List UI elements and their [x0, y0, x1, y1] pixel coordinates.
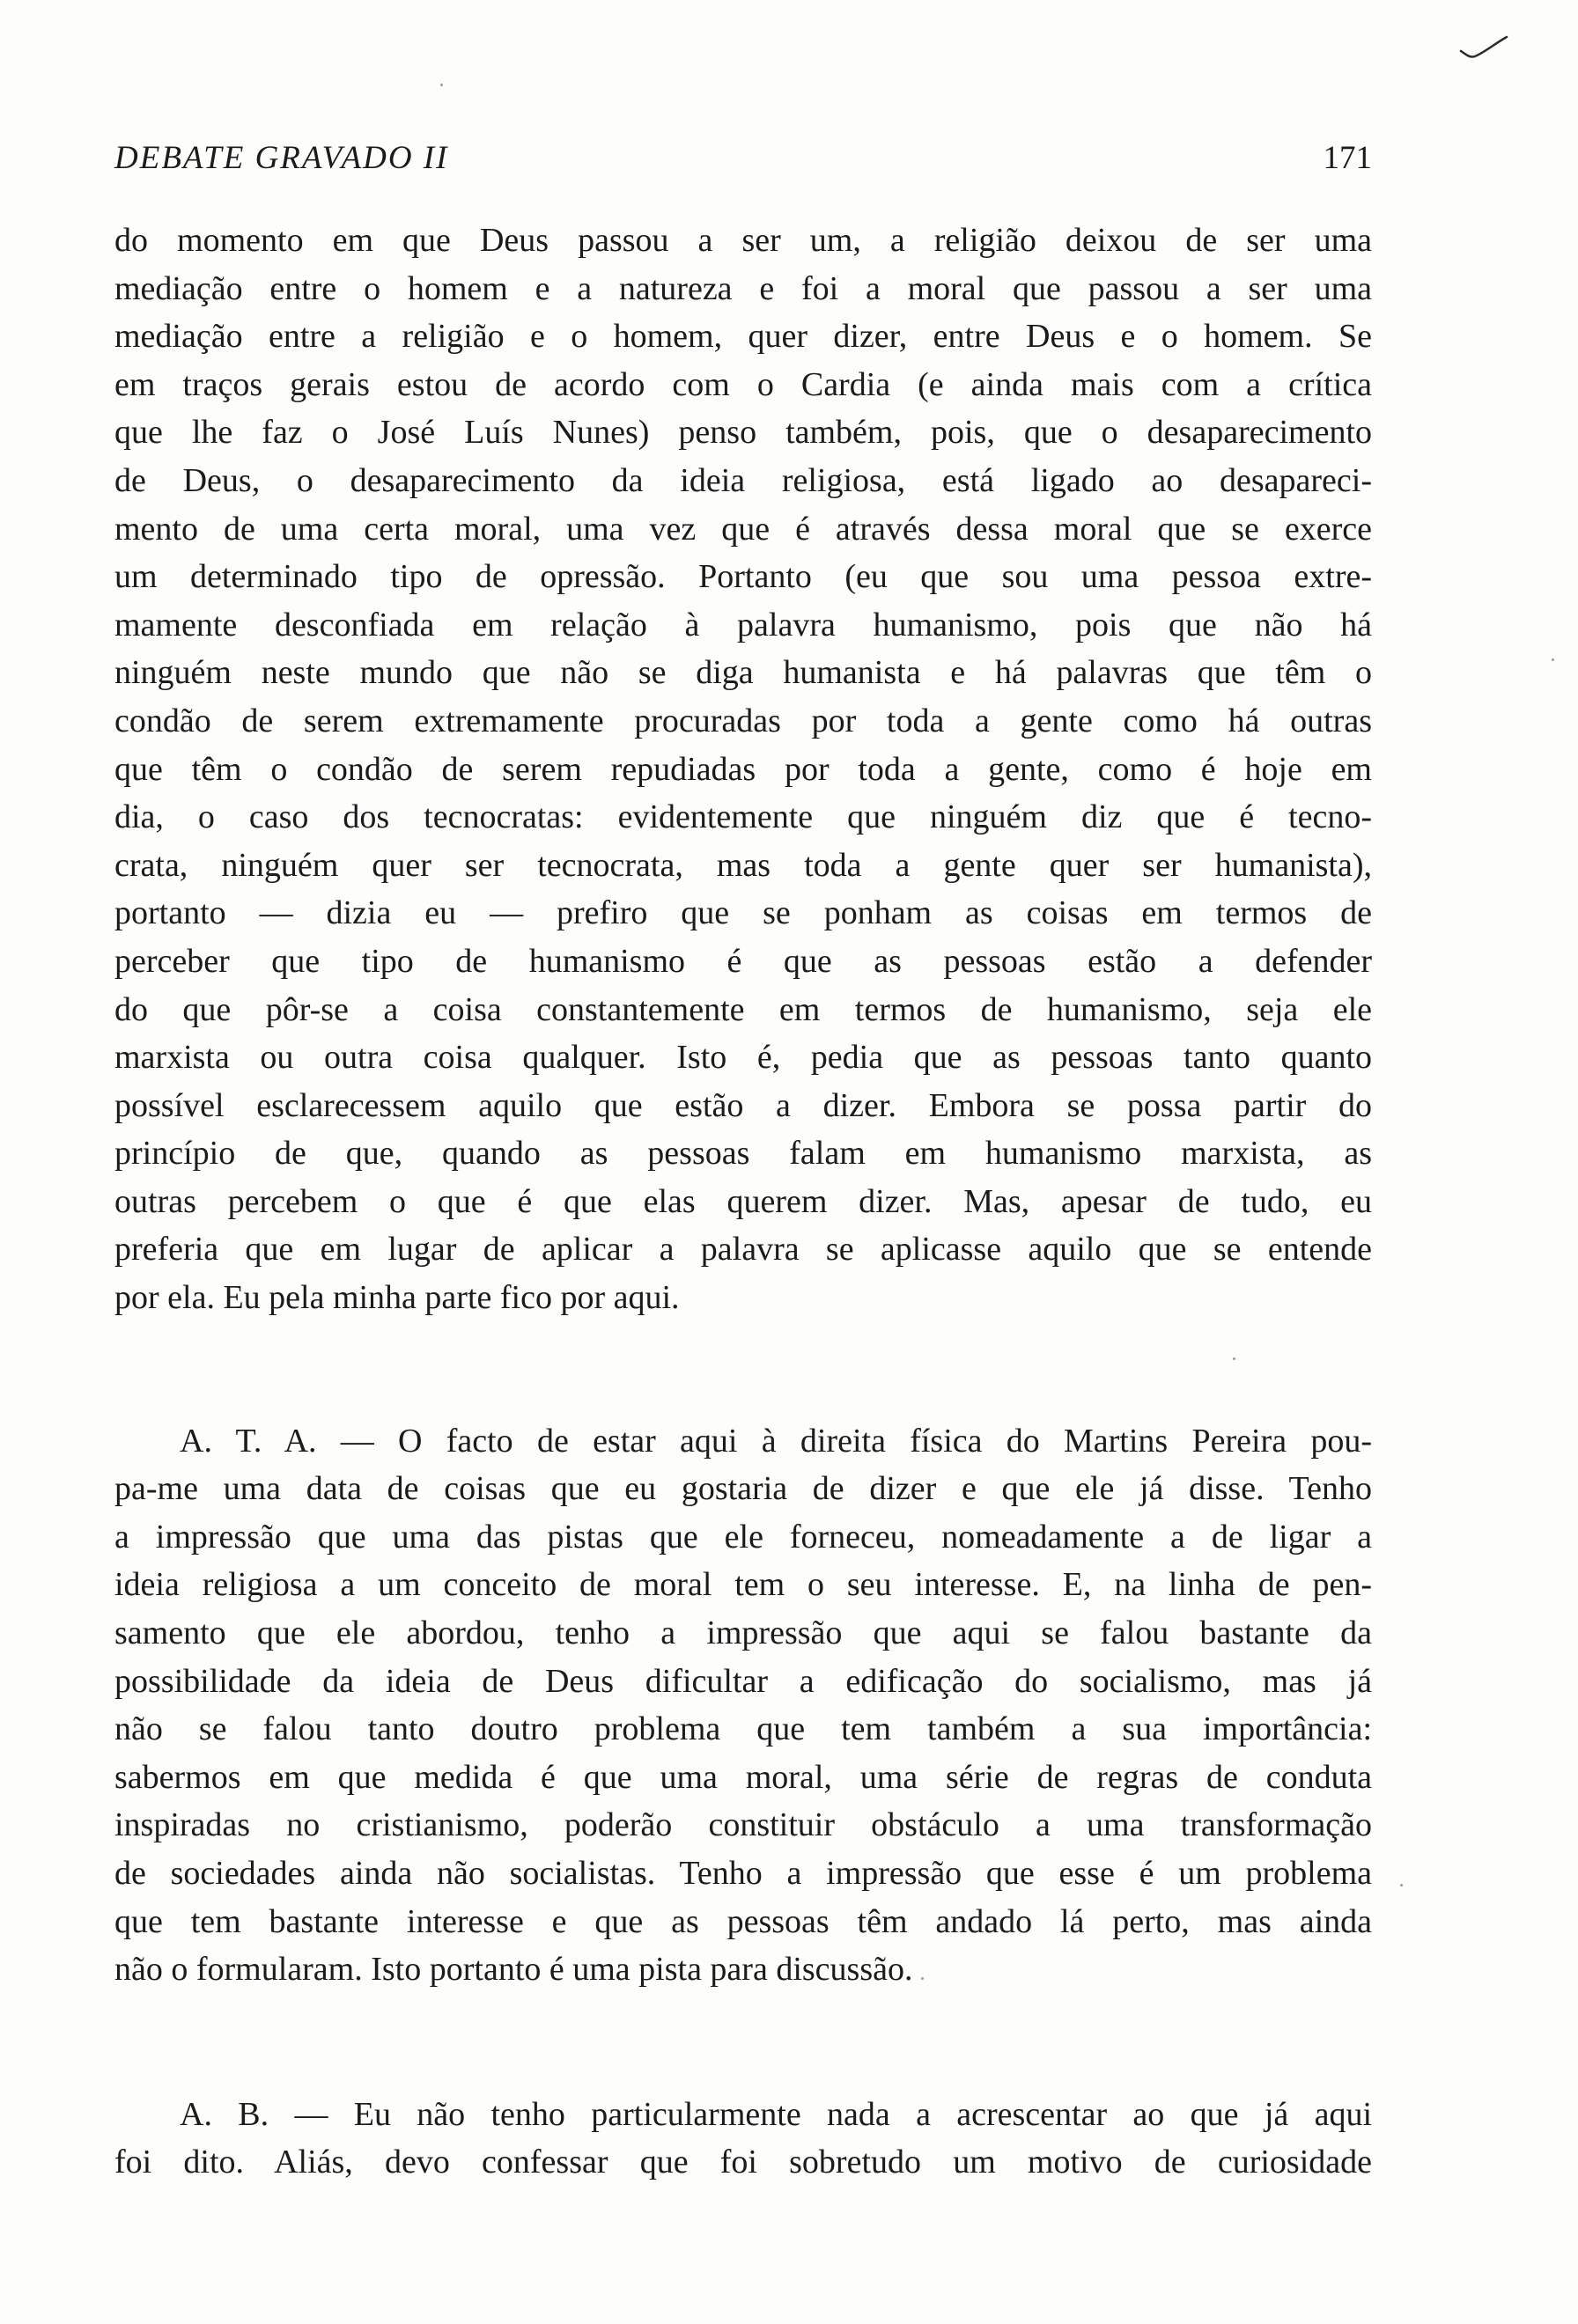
text-line: portanto — dizia eu — prefiro que se ponham as coisas em termos de	[114, 894, 1372, 932]
scan-speck	[921, 1977, 924, 1980]
page-number: 171	[1323, 140, 1372, 176]
text-line: a impressão que uma das pistas que ele forneceu, nomeadamente a de ligar a	[114, 1518, 1372, 1555]
text-line: outras percebem o que é que elas querem dizer. Mas, apesar de tudo, eu	[114, 1182, 1372, 1220]
text-line: mediação entre o homem e a natureza e foi a moral que passou a ser uma	[114, 269, 1372, 307]
text-line: mento de uma certa moral, uma vez que é através dessa moral que se exerce	[114, 510, 1372, 548]
text-line: mediação entre a religião e o homem, quer dizer, entre Deus e o homem. Se	[114, 318, 1372, 356]
text-line: do que pôr-se a coisa constantemente em termos de humanismo, seja ele	[114, 990, 1372, 1028]
text-line: não se falou tanto doutro problema que tem também a sua importância:	[114, 1710, 1372, 1748]
text-line: foi dito. Aliás, devo confessar que foi sobretudo um motivo de curiosidade	[114, 2144, 1372, 2181]
text-line: em traços gerais estou de acordo com o Cardia (e ainda mais com a crítica	[114, 365, 1372, 403]
scan-speck	[1400, 1884, 1403, 1886]
text-line: marxista ou outra coisa qualquer. Isto é, pedia que as pessoas tanto quanto	[114, 1039, 1372, 1077]
text-line: preferia que em lugar de aplicar a palavra se aplicasse aquilo que se entende	[114, 1231, 1372, 1269]
paragraph-gap	[114, 1994, 1372, 2091]
running-head	[114, 132, 1372, 185]
text-line: um determinado tipo de opressão. Portanto (eu que sou uma pessoa extre-	[114, 558, 1372, 596]
text-line: princípio de que, quando as pessoas falam em humanismo marxista, as	[114, 1135, 1372, 1173]
text-line: samento que ele abordou, tenho a impressão que aqui se falou bastante da	[114, 1614, 1372, 1652]
scan-speck	[1552, 658, 1554, 661]
paragraph-continuation	[114, 217, 1372, 1322]
text-line: A. B. — Eu não tenho particularmente nada a acrescentar ao que já aqui	[180, 2095, 1372, 2133]
text-line: sabermos em que medida é que uma moral, uma série de regras de conduta	[114, 1758, 1372, 1796]
text-line: de sociedades ainda não socialistas. Tenho a impressão que esse é um problema	[114, 1855, 1372, 1892]
paragraph-speaker-ab	[114, 2091, 1372, 2187]
text-line: que lhe faz o José Luís Nunes) penso também, pois, que o desaparecimento	[114, 414, 1372, 452]
text-line: por ela. Eu pela minha parte fico por aqui.	[114, 1279, 680, 1317]
text-line: que tem bastante interesse e que as pessoas têm andado lá perto, mas ainda	[114, 1902, 1372, 1940]
text-line: possibilidade da ideia de Deus dificultar a edificação do socialismo, mas já	[114, 1662, 1372, 1700]
running-head-title: DEBATE GRAVADO II	[114, 140, 449, 176]
scan-speck	[440, 84, 443, 86]
text-line: crata, ninguém quer ser tecnocrata, mas toda a gente quer ser humanista),	[114, 846, 1372, 884]
text-line: de Deus, o desaparecimento da ideia religiosa, está ligado ao desapareci-	[114, 461, 1372, 499]
body-text	[114, 217, 1372, 2187]
text-line: ninguém neste mundo que não se diga humanista e há palavras que têm o	[114, 654, 1372, 692]
handwritten-check-mark-icon	[1457, 33, 1510, 69]
text-line: ideia religiosa a um conceito de moral tem o seu interesse. E, na linha de pen-	[114, 1566, 1372, 1604]
text-line: perceber que tipo de humanismo é que as pessoas estão a defender	[114, 942, 1372, 980]
paragraph-speaker-ata	[114, 1417, 1372, 1994]
text-line: pa-me uma data de coisas que eu gostaria de dizer e que ele já disse. Tenho	[114, 1470, 1372, 1508]
paragraph-gap	[114, 1322, 1372, 1417]
text-line: possível esclarecessem aquilo que estão a dizer. Embora se possa partir do	[114, 1086, 1372, 1124]
scan-speck	[1233, 1357, 1235, 1360]
text-line: dia, o caso dos tecnocratas: evidentemente que ninguém diz que é tecno-	[114, 798, 1372, 836]
text-line: condão de serem extremamente procuradas por toda a gente como há outras	[114, 702, 1372, 739]
text-line: que têm o condão de serem repudiadas por toda a gente, como é hoje em	[114, 750, 1372, 788]
text-line: inspiradas no cristianismo, poderão constituir obstáculo a uma transformação	[114, 1806, 1372, 1844]
text-line: mamente desconfiada em relação à palavra humanismo, pois que não há	[114, 606, 1372, 644]
text-line: A. T. A. — O facto de estar aqui à direita física do Martins Pereira pou-	[180, 1422, 1372, 1460]
text-line: do momento em que Deus passou a ser um, a religião deixou de ser uma	[114, 222, 1372, 259]
text-line: não o formularam. Isto portanto é uma pista para discussão.	[114, 1951, 913, 1989]
